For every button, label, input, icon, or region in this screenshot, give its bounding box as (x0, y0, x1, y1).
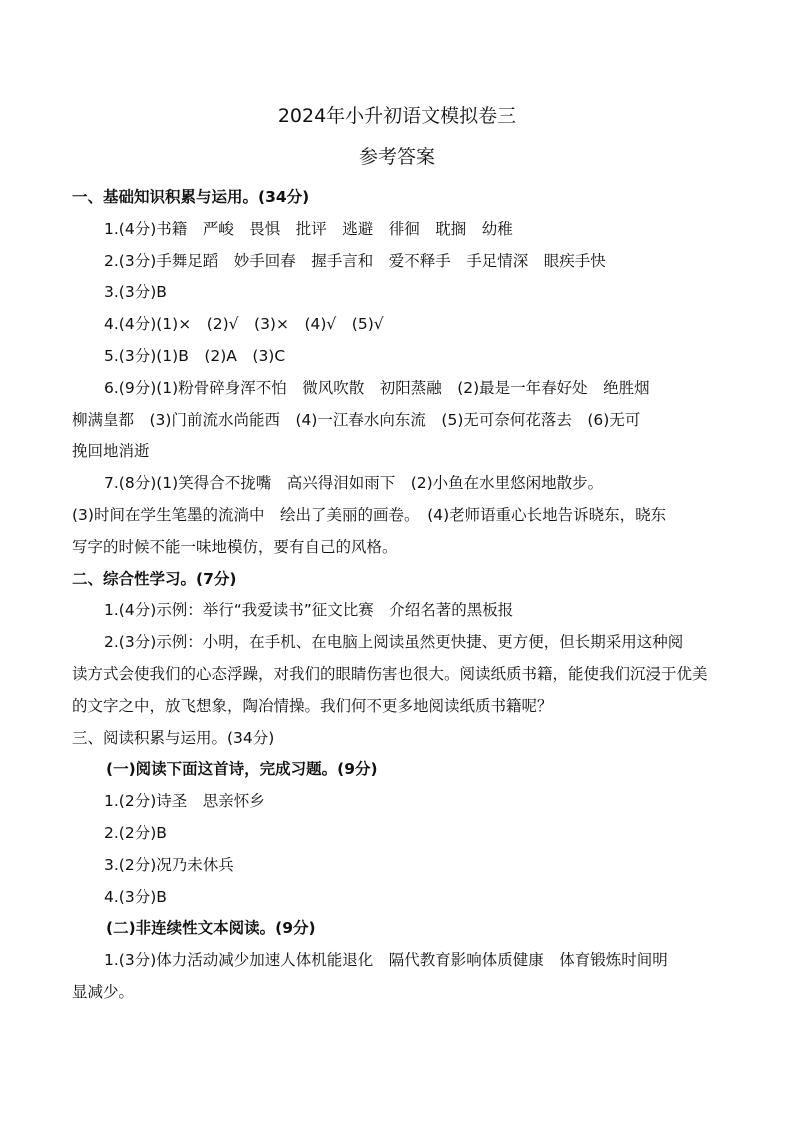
answer-line: 3.(3分)B (104, 283, 167, 302)
answer-line: 2.(2分)B (104, 823, 167, 842)
answer-content (72, 182, 724, 1009)
answer-line: 1.(4分)示例：举行“我爱读书”征文比赛 介绍名著的黑板报 (104, 601, 514, 620)
answer-line: 7.(8分)(1)笑得合不拢嘴 高兴得泪如雨下 (2)小鱼在水里悠闲地散步。 (104, 474, 604, 493)
answer-line-continued: 挽回地消逝 (72, 442, 150, 461)
answer-line: 6.(9分)(1)粉骨碎身浑不怕 微风吹散 初阳蒸融 (2)最是一年春好处 绝胜烟 (104, 378, 650, 397)
answer-line-continued: 的文字之中，放飞想象，陶冶情操。我们何不更多地阅读纸质书籍呢？ (72, 696, 553, 715)
answer-line: 4.(3分)B (104, 887, 167, 906)
answer-line: 4.(4分)(1)× (2)√ (3)× (4)√ (5)√ (104, 315, 384, 334)
subsection-heading-1: (一)阅读下面这首诗，完成习题。(9分) (106, 760, 378, 779)
answer-line: 2.(3分)示例：小明，在手机、在电脑上阅读虽然更快捷、更方便，但长期采用这种阅 (104, 633, 684, 652)
section-heading-1: 一、基础知识积累与运用。(34分) (72, 188, 310, 206)
page-subtitle: 参考答案 (358, 146, 435, 168)
answer-line-continued: 读方式会使我们的心态浮躁，对我们的眼睛伤害也很大。阅读纸质书籍，能使我们沉浸于优美 (72, 664, 708, 683)
section-heading-2: 二、综合性学习。(7分) (72, 569, 237, 588)
answer-line: 1.(4分)书籍 严峻 畏惧 批评 逃避 徘徊 耽搁 幼稚 (104, 219, 513, 238)
answer-line-continued: 写字的时候不能一味地模仿，要有自己的风格。 (72, 537, 398, 556)
answer-line: 3.(2分)况乃未休兵 (104, 855, 234, 874)
answer-line: 1.(3分)体力活动减少加速人体机能退化 隔代教育影响体质健康 体育锻炼时间明 (104, 951, 668, 970)
section-heading-3: 三、阅读积累与运用。(34分) (72, 728, 275, 747)
answer-line: 5.(3分)(1)B (2)A (3)C (104, 346, 286, 365)
answer-line: 2.(3分)手舞足蹈 妙手回春 握手言和 爱不释手 手足情深 眼疾手快 (104, 251, 606, 270)
answer-line-continued: 柳满皇都 (3)门前流水尚能西 (4)一江春水向东流 (5)无可奈何花落去 (6)无可 (72, 410, 641, 429)
answer-line-continued: 显减少。 (72, 982, 135, 1001)
subsection-heading-2: (二)非连续性文本阅读。(9分) (106, 919, 316, 938)
page-title: 2024年小升初语文模拟卷三 (277, 105, 517, 127)
answer-line: 1.(2分)诗圣 思亲怀乡 (104, 792, 265, 811)
answer-line-continued: (3)时间在学生笔墨的流淌中 绘出了美丽的画卷。 (4)老师语重心长地告诉晓东，晓东 (72, 505, 667, 524)
